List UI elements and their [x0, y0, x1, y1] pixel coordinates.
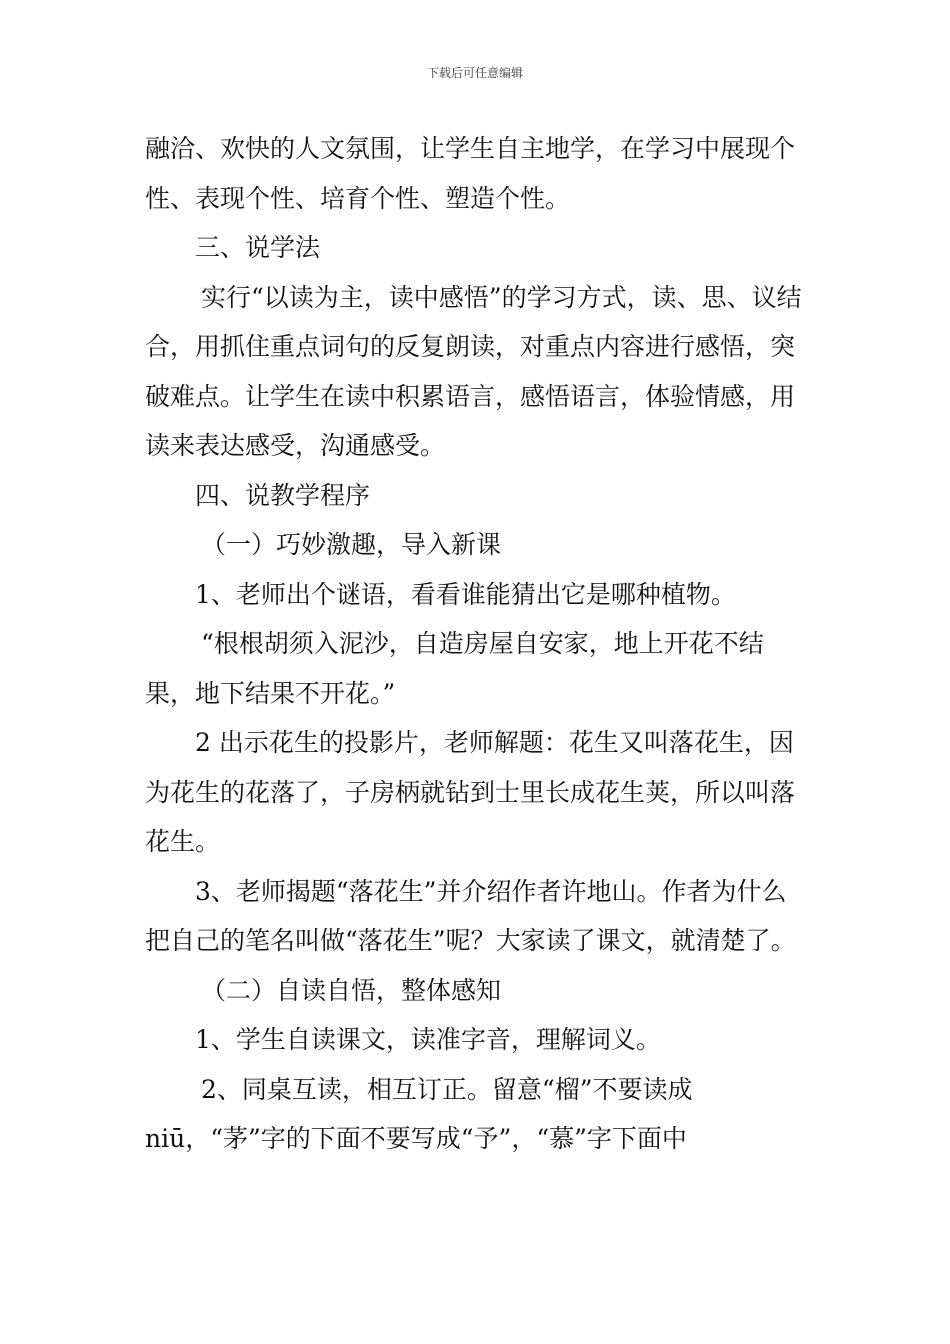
paragraph-self-reading: 1、学生自读课文，读准字音，理解词义。	[195, 1025, 661, 1054]
page-header: 下载后可任意编辑	[426, 66, 523, 80]
subsection-heading-1: （一）巧妙激趣，导入新课	[201, 530, 502, 559]
paragraph-riddle-intro: 1、老师出个谜语，看看谁能猜出它是哪种植物。	[195, 579, 736, 609]
paragraph-peanut-explanation: 2 出示花生的投影片，老师解题：花生又叫落花生，因为花生的花落了，子房柄就钻到士里长成花生荚，所以叫落花生。	[145, 728, 796, 856]
paragraph-riddle: “根根胡须入泥沙，自造房屋自安家，地上开花不结果，地下结果不开花。”	[145, 629, 764, 708]
subsection-heading-2: （二）自读自悟，整体感知	[201, 975, 502, 1005]
paragraph-author-intro: 3、老师揭题“落花生”并介绍作者许地山。作者为什么把自己的笔名叫做“落花生”呢？大家读了课文，就清楚了。	[145, 876, 796, 955]
paragraph-intro-continued: 融洽、欢快的人文氛围，让学生自主地学，在学习中展现个性、表现个性、培育个性、塑造个性。	[145, 134, 796, 213]
section-heading-learning-method: 三、说学法	[195, 233, 321, 262]
paragraph-learning-method: 实行“以读为主，读中感悟”的学习方式，读、思、议结合，用抓住重点词句的反复朗读，对重点内容进行感悟，突破难点。让学生在读中积累语言，感悟语言，体验情感，用读来表达感受，沟通感受。	[145, 282, 802, 460]
section-heading-teaching-procedure: 四、说教学程序	[195, 480, 371, 510]
paragraph-peer-reading: 2、同桌互读，相互订正。留意“榴”不要读成niū，“茅”字的下面不要写成“予”，“慕”字下面中	[145, 1074, 693, 1153]
document-body	[145, 124, 810, 1164]
